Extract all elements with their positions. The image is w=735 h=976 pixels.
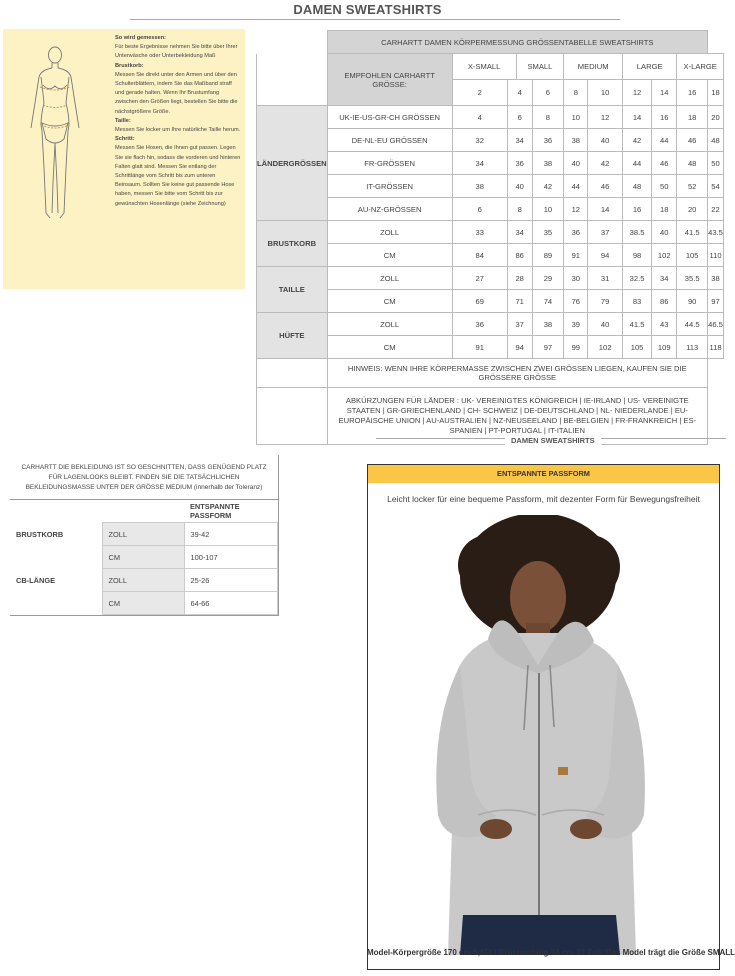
- size-value-cell: 94: [588, 244, 623, 267]
- size-row-label: ZOLL: [327, 313, 452, 336]
- size-value-cell: 32.5: [623, 267, 652, 290]
- size-table-row: [257, 221, 724, 244]
- size-value-cell: 54: [707, 175, 723, 198]
- size-value-cell: 42: [623, 129, 652, 152]
- size-value-cell: 38: [452, 175, 507, 198]
- fit-value: 100-107: [184, 546, 278, 569]
- size-value-cell: 10: [564, 106, 588, 129]
- size-value-cell: 36: [452, 313, 507, 336]
- size-value-cell: 4: [452, 106, 507, 129]
- size-value-cell: 6: [507, 106, 532, 129]
- size-row-label: ZOLL: [327, 221, 452, 244]
- size-table-row: [257, 175, 724, 198]
- size-value-cell: 91: [452, 336, 507, 359]
- instr-text-inseam: Messen Sie Hosen, die Ihnen gut passen. Legen Sie sie flach hin, sodass die vorderen und hinteren Falten glatt sind. Messen Sie entlang der Schrittlänge vom Schritt bis zum unteren Beinsaum. Sollten Sie keine gut passende Hose haben, messen Sie bitte vom Schritt bis zur gewünschten Hosenlänge (siehe Zeichnung): [115, 145, 241, 207]
- size-value-cell: 46: [677, 129, 708, 152]
- size-value-cell: 105: [623, 336, 652, 359]
- fit-panel-subtitle: Leicht locker für eine bequeme Passform, mit dezenter Form für Bewegungsfreiheit: [387, 494, 700, 504]
- page-title: DAMEN SWEATSHIRTS: [293, 2, 442, 17]
- fit-panel-header: ENTSPANNTE PASSFORM: [368, 465, 719, 483]
- size-row-label: DE-NL-EU GRÖSSEN: [327, 129, 452, 152]
- recommended-size-label: EMPFOHLEN CARHARTT GRÖSSE:: [327, 54, 452, 106]
- size-group-label: BRUSTKORB: [257, 221, 328, 267]
- size-value-cell: 37: [507, 313, 532, 336]
- size-chart-table: [256, 30, 724, 445]
- size-value-cell: 22: [707, 198, 723, 221]
- size-value-cell: 20: [707, 106, 723, 129]
- size-value-cell: 76: [564, 290, 588, 313]
- body-figure-icon: [19, 43, 91, 223]
- size-value-cell: 31: [588, 267, 623, 290]
- size-value-cell: 29: [532, 267, 564, 290]
- size-value-cell: 34: [652, 267, 677, 290]
- size-value-cell: 94: [507, 336, 532, 359]
- size-row-label: CM: [327, 336, 452, 359]
- size-number: 16: [677, 80, 708, 106]
- size-value-cell: 90: [677, 290, 708, 313]
- title-divider: [130, 19, 620, 20]
- size-value-cell: 109: [652, 336, 677, 359]
- size-value-cell: 98: [623, 244, 652, 267]
- size-value-cell: 50: [707, 152, 723, 175]
- model-photo: [368, 515, 719, 955]
- size-table-row: [257, 290, 724, 313]
- size-value-cell: 99: [564, 336, 588, 359]
- size-value-cell: 12: [564, 198, 588, 221]
- size-row-label: ZOLL: [327, 267, 452, 290]
- size-row-label: IT-GRÖSSEN: [327, 175, 452, 198]
- size-value-cell: 18: [677, 106, 708, 129]
- size-xlarge: X-LARGE: [677, 54, 724, 80]
- size-small: SMALL: [516, 54, 564, 80]
- garment-measurement-table: [10, 500, 278, 615]
- size-number: 10: [588, 80, 623, 106]
- size-value-cell: 37: [588, 221, 623, 244]
- size-value-cell: 36: [564, 221, 588, 244]
- fit-value: 39-42: [184, 523, 278, 546]
- size-number: 4: [507, 80, 532, 106]
- fit-unit: ZOLL: [102, 523, 184, 546]
- size-value-cell: 41.5: [623, 313, 652, 336]
- size-value-cell: 35.5: [677, 267, 708, 290]
- size-value-cell: 38: [532, 152, 564, 175]
- size-value-cell: 102: [652, 244, 677, 267]
- fit-column-header: ENTSPANNTE PASSFORM: [190, 502, 240, 520]
- instr-label-waist: Taille:: [115, 117, 131, 124]
- size-table-row: [257, 267, 724, 290]
- size-value-cell: 97: [532, 336, 564, 359]
- size-number: 8: [564, 80, 588, 106]
- size-value-cell: 102: [588, 336, 623, 359]
- size-group-label: LÄNDERGRÖSSEN: [257, 106, 328, 221]
- size-value-cell: 33: [452, 221, 507, 244]
- size-value-cell: 86: [507, 244, 532, 267]
- size-value-cell: 44: [652, 129, 677, 152]
- fit-group-label: BRUSTKORB: [16, 529, 64, 539]
- size-value-cell: 42: [588, 152, 623, 175]
- size-value-cell: 46: [652, 152, 677, 175]
- size-value-cell: 89: [532, 244, 564, 267]
- size-number: 18: [707, 80, 723, 106]
- section-title: DAMEN SWEATSHIRTS: [505, 436, 601, 445]
- country-abbreviations: ABKÜRZUNGEN FÜR LÄNDER : UK- VEREINIGTES KÖNIGREICH | IE-IRLAND | US- VEREINIGTE STAATEN | GR-GRIECHENLAND | CH- SCHWEIZ | DE-DEUTSCHLAND | NL- NIEDERLANDE | EU-EUROPÄISCHE UNION | AU-AUSTRALIEN | NZ-NEUSEELAND | BE-BELGIEN | FR-FRANKREICH | ES-SPANIEN | PT-PORTUGAL | IT-ITALIEN: [327, 388, 707, 445]
- size-value-cell: 42: [532, 175, 564, 198]
- size-value-cell: 18: [652, 198, 677, 221]
- fit-unit: CM: [102, 546, 184, 569]
- size-value-cell: 8: [532, 106, 564, 129]
- instructions-intro: Für beste Ergebnisse nehmen Sie bitte über Ihrer Unterwäsche oder Unterbekleidung Maß: [115, 44, 238, 60]
- fit-value: 64-66: [184, 592, 278, 615]
- size-value-cell: 43.5: [707, 221, 723, 244]
- size-value-cell: 48: [677, 152, 708, 175]
- size-value-cell: 27: [452, 267, 507, 290]
- size-value-cell: 34: [452, 152, 507, 175]
- fit-panel: [367, 464, 720, 970]
- size-value-cell: 8: [507, 198, 532, 221]
- size-value-cell: 50: [652, 175, 677, 198]
- model-caption: Model-Körpergröße 170 cm-5,6Ft / Brustumfang 84 cm-33 Zoll. Das Model trägt die Größe SMALL: [367, 948, 735, 957]
- size-value-cell: 110: [707, 244, 723, 267]
- size-chart-body: [257, 106, 724, 359]
- size-value-cell: 28: [507, 267, 532, 290]
- size-value-cell: 44: [623, 152, 652, 175]
- size-value-cell: 38: [564, 129, 588, 152]
- size-value-cell: 30: [564, 267, 588, 290]
- size-large: LARGE: [623, 54, 677, 80]
- size-value-cell: 48: [623, 175, 652, 198]
- size-value-cell: 12: [588, 106, 623, 129]
- size-value-cell: 71: [507, 290, 532, 313]
- size-value-cell: 69: [452, 290, 507, 313]
- size-value-cell: 40: [588, 313, 623, 336]
- size-medium: MEDIUM: [564, 54, 623, 80]
- size-table-row: [257, 313, 724, 336]
- size-value-cell: 118: [707, 336, 723, 359]
- size-value-cell: 14: [588, 198, 623, 221]
- size-table-row: [257, 198, 724, 221]
- size-value-cell: 39: [564, 313, 588, 336]
- size-hint: HINWEIS: WENN IHRE KÖRPERMASSE ZWISCHEN ZWEI GRÖSSEN LIEGEN, KAUFEN SIE DIE GRÖSSERE GRÖSSE: [327, 359, 707, 388]
- instr-label-chest: Brustkorb:: [115, 62, 144, 69]
- size-value-cell: 84: [452, 244, 507, 267]
- size-value-cell: 36: [532, 129, 564, 152]
- instr-label-inseam: Schritt:: [115, 136, 135, 143]
- size-value-cell: 91: [564, 244, 588, 267]
- size-value-cell: 32: [452, 129, 507, 152]
- size-value-cell: 40: [652, 221, 677, 244]
- size-row-label: FR-GRÖSSEN: [327, 152, 452, 175]
- size-number: 12: [623, 80, 652, 106]
- size-value-cell: 86: [652, 290, 677, 313]
- measurement-instructions: [3, 29, 245, 289]
- size-value-cell: 40: [507, 175, 532, 198]
- size-value-cell: 20: [677, 198, 708, 221]
- size-value-cell: 41.5: [677, 221, 708, 244]
- garment-note: CARHARTT DIE BEKLEIDUNG IST SO GESCHNITTEN, DASS GENÜGEND PLATZ FÜR LAGENLOOKS BLEIBT. FINDEN SIE DIE TATSÄCHLICHEN BEKLEIDUNGSMASSE UNTER DER GRÖSSE MEDIUM (innerhalb der Toleranz): [10, 455, 278, 500]
- size-value-cell: 48: [707, 129, 723, 152]
- size-xsmall: X-SMALL: [452, 54, 516, 80]
- size-value-cell: 43: [652, 313, 677, 336]
- fit-value: 25-26: [184, 569, 278, 592]
- size-table-row: [257, 336, 724, 359]
- size-number: 2: [452, 80, 507, 106]
- size-row-label: UK-IE-US-GR-CH GRÖSSEN: [327, 106, 452, 129]
- size-value-cell: 36: [507, 152, 532, 175]
- size-value-cell: 44: [564, 175, 588, 198]
- size-value-cell: 52: [677, 175, 708, 198]
- size-value-cell: 6: [452, 198, 507, 221]
- size-value-cell: 83: [623, 290, 652, 313]
- size-value-cell: 34: [507, 129, 532, 152]
- size-value-cell: 38: [532, 313, 564, 336]
- size-row-label: CM: [327, 290, 452, 313]
- instr-text-chest: Messen Sie direkt unter den Armen und über den Schulterblättern, indem Sie das Maßband straff und gerade halten. Wenn Ihr Brustumfang zwischen den Größen liegt, bestellen Sie bitte die nächstgrößere Größe.: [115, 71, 238, 115]
- size-value-cell: 14: [623, 106, 652, 129]
- size-chart-title: CARHARTT DAMEN KÖRPERMESSUNG GRÖSSENTABELLE SWEATSHIRTS: [327, 31, 707, 54]
- size-value-cell: 34: [507, 221, 532, 244]
- size-value-cell: 35: [532, 221, 564, 244]
- size-value-cell: 16: [652, 106, 677, 129]
- size-group-label: TAILLE: [257, 267, 328, 313]
- size-value-cell: 40: [564, 152, 588, 175]
- size-value-cell: 79: [588, 290, 623, 313]
- fit-group-label: CB-LÄNGE: [16, 575, 56, 585]
- size-value-cell: 16: [623, 198, 652, 221]
- size-value-cell: 38: [707, 267, 723, 290]
- size-table-row: [257, 106, 724, 129]
- size-row-label: CM: [327, 244, 452, 267]
- size-value-cell: 46: [588, 175, 623, 198]
- size-value-cell: 40: [588, 129, 623, 152]
- size-group-label: HÜFTE: [257, 313, 328, 359]
- size-table-row: [257, 129, 724, 152]
- size-value-cell: 38.5: [623, 221, 652, 244]
- size-value-cell: 113: [677, 336, 708, 359]
- size-row-label: AU-NZ-GRÖSSEN: [327, 198, 452, 221]
- instr-text-waist: Messen Sie locker um Ihre natürliche Taille herum.: [115, 127, 241, 134]
- instructions-heading: So wird gemessen:: [115, 35, 166, 41]
- garment-measurement-panel: [10, 455, 279, 616]
- fit-unit: CM: [102, 592, 184, 615]
- size-value-cell: 74: [532, 290, 564, 313]
- size-value-cell: 97: [707, 290, 723, 313]
- fit-unit: ZOLL: [102, 569, 184, 592]
- size-number: 6: [532, 80, 564, 106]
- size-table-row: [257, 244, 724, 267]
- size-value-cell: 10: [532, 198, 564, 221]
- size-value-cell: 105: [677, 244, 708, 267]
- size-number: 14: [652, 80, 677, 106]
- size-value-cell: 44.5: [677, 313, 708, 336]
- size-value-cell: 46.5: [707, 313, 723, 336]
